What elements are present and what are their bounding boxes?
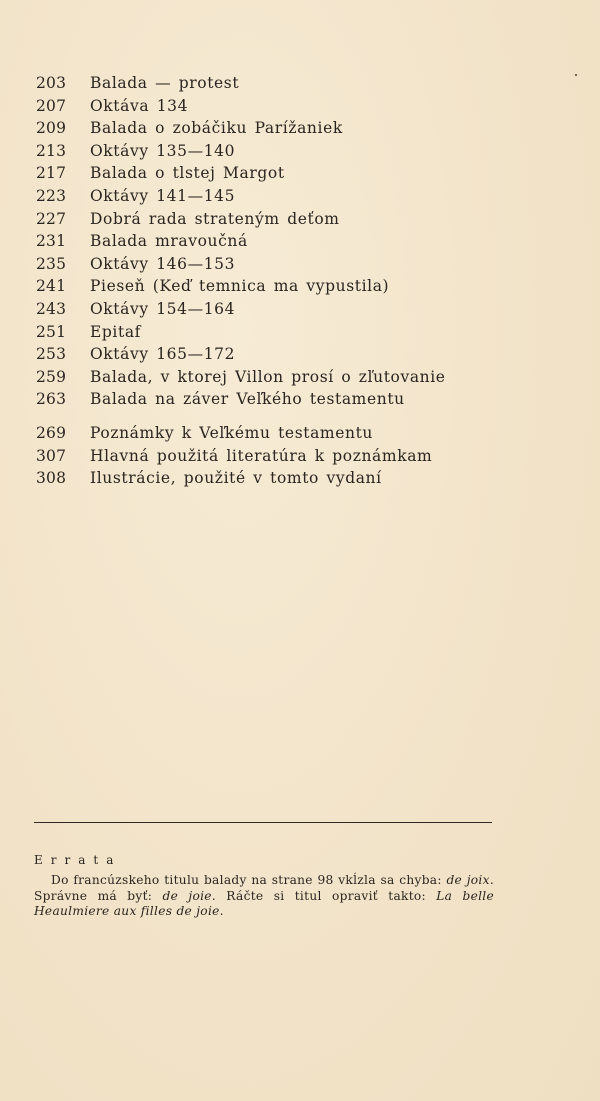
toc-title: Ilustrácie, použité v tomto vydaní <box>90 469 382 488</box>
toc-entry <box>36 388 556 411</box>
toc-title: Balada o tlstej Margot <box>90 164 285 183</box>
errata-segment-italic: de joie <box>162 888 212 903</box>
toc-entry <box>36 140 556 163</box>
toc-entry <box>36 253 556 276</box>
toc-title: Oktávy 135—140 <box>90 141 236 160</box>
toc-page-number: 223 <box>36 186 67 205</box>
toc-page-number: 207 <box>36 96 67 115</box>
table-of-contents <box>36 72 556 490</box>
toc-entry <box>36 445 556 468</box>
errata-segment-italic: de joix <box>446 873 490 887</box>
toc-page-number: 307 <box>36 446 67 465</box>
toc-title: Pieseň (Keď temnica ma vypustila) <box>90 277 390 296</box>
toc-page-number: 308 <box>36 469 67 488</box>
toc-entry <box>36 343 556 366</box>
toc-entry <box>36 422 556 445</box>
toc-title: Epitaf <box>90 322 142 341</box>
toc-page-number: 227 <box>36 209 67 228</box>
toc-title: Dobrá rada strateným deťom <box>90 209 340 228</box>
toc-title: Poznámky k Veľkému testamentu <box>90 423 373 442</box>
errata-segment: . Ráčte si titul opraviť takto: <box>211 888 437 903</box>
paper-speck <box>575 74 577 76</box>
toc-entry <box>36 321 556 344</box>
toc-entry <box>36 185 556 208</box>
toc-title: Balada o zobáčiku Parížaniek <box>90 119 343 138</box>
errata-section <box>34 853 494 920</box>
toc-title: Hlavná použitá literatúra k poznámkam <box>90 446 433 465</box>
toc-page-number: 259 <box>36 367 67 386</box>
toc-page-number: 235 <box>36 254 67 273</box>
toc-page-number: 209 <box>36 119 67 138</box>
errata-segment-italic: La belle Heaulmiere aux filles de joie <box>34 888 494 918</box>
toc-entry <box>36 230 556 253</box>
toc-title: Balada na záver Veľkého testamentu <box>90 390 405 409</box>
toc-entry <box>36 298 556 321</box>
toc-page-number: 241 <box>36 277 67 296</box>
toc-page-number: 213 <box>36 141 67 160</box>
toc-page-number: 263 <box>36 390 67 409</box>
toc-title: Oktávy 146—153 <box>90 254 236 273</box>
toc-entry <box>36 208 556 231</box>
toc-title: Oktávy 165—172 <box>90 345 236 364</box>
toc-page-number: 243 <box>36 299 67 318</box>
toc-entry <box>36 95 556 118</box>
toc-entry <box>36 366 556 389</box>
errata-segment: . Správne má byť: <box>34 873 494 903</box>
toc-title: Oktáva 134 <box>90 96 189 115</box>
errata-heading: Errata <box>34 853 122 867</box>
toc-page-number: 269 <box>36 423 67 442</box>
toc-page-number: 217 <box>36 164 67 183</box>
toc-page-number: 203 <box>36 74 67 92</box>
toc-entry <box>36 467 556 490</box>
errata-text <box>34 873 494 920</box>
toc-title: Balada — protest <box>90 74 240 92</box>
toc-entry <box>36 117 556 140</box>
toc-entry <box>36 72 556 95</box>
errata-segment: Do francúzskeho titulu balady na strane 98 vkĺzla sa chyba: <box>51 873 447 887</box>
toc-title: Oktávy 141—145 <box>90 186 236 205</box>
toc-entry <box>36 275 556 298</box>
toc-title: Balada mravoučná <box>90 232 248 251</box>
horizontal-rule <box>34 822 492 823</box>
toc-page-number: 253 <box>36 345 67 364</box>
errata-segment: . <box>219 904 224 918</box>
toc-page-number: 251 <box>36 322 67 341</box>
toc-title: Oktávy 154—164 <box>90 299 236 318</box>
toc-title: Balada, v ktorej Villon prosí o zľutovanie <box>90 367 446 386</box>
toc-entry <box>36 162 556 185</box>
toc-page-number: 231 <box>36 232 67 251</box>
